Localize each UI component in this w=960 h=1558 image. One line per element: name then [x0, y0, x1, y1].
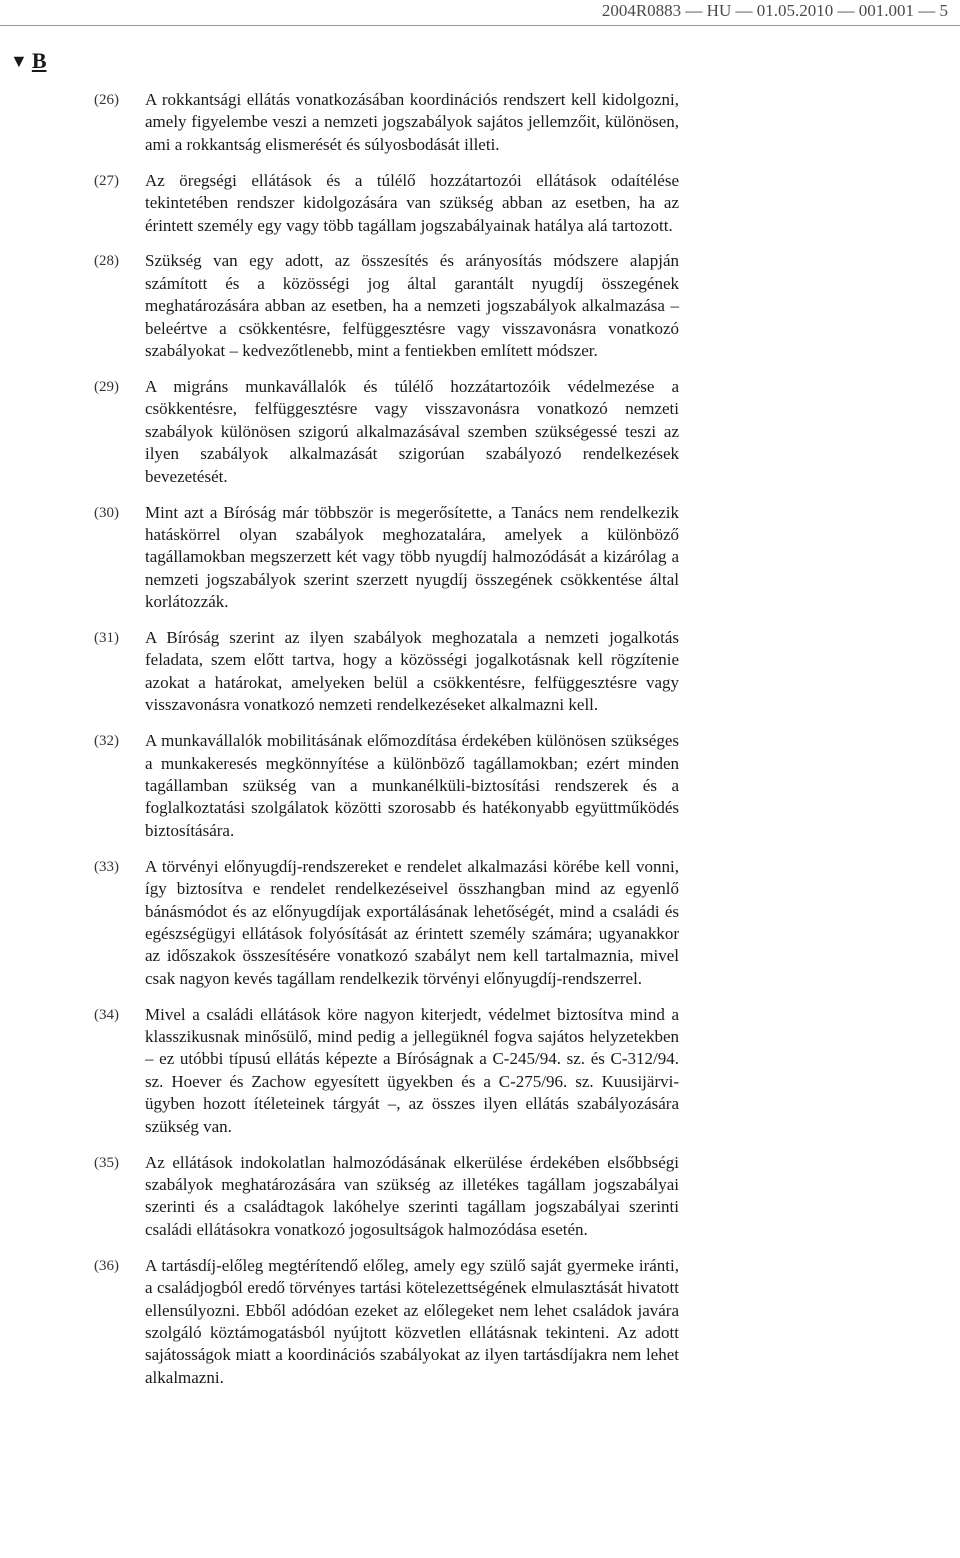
- recital-26: [94, 89, 679, 156]
- recital-number: (26): [94, 92, 119, 108]
- recital-text: A migráns munkavállalók és túlélő hozzátartozóik védelmezése a csökkentésre, felfüggesztésre vagy visszavonásra vonatkozó nemzeti szabályok különösen szigorú alkalmazásával szemben szükségessé teszi az ilyen szabályok alkalmazását szigorúan szabályozó rendelkezések bevezetését.: [145, 376, 679, 486]
- recital-text: A munkavállalók mobilitásának előmozdítása érdekében különösen szükséges a munkakeresés megkönnyítése a különböző tagállamokban; ezért minden tagállamban szükség van a munkanélküli-biztosítási rendszerek és a foglalkoztatási szolgálatok közötti szorosabb és hatékonyabb együttműködés biztosítására.: [145, 731, 679, 840]
- recital-35: [94, 1152, 679, 1242]
- recital-text: A rokkantsági ellátás vonatkozásában koordinációs rendszert kell kidolgozni, amely figyelembe veszi a nemzeti jogszabályok sajátos jellemzőit, különösen, ami a rokkantság elismerését és súlyosbodását illeti.: [145, 90, 679, 154]
- recital-34: [94, 1004, 679, 1138]
- recital-30: [94, 502, 679, 614]
- recital-28: [94, 250, 679, 362]
- page-header: 2004R0883 — HU — 01.05.2010 — 001.001 — 5: [601, 1, 948, 20]
- recital-number: (29): [94, 378, 119, 395]
- recital-text: Szükség van egy adott, az összesítés és arányosítás módszere alapján számított és a közösségi jog által garantált nyugdíj összegének meghatározására abban az esetben, ha a nemzeti jogszabályok alkalmazása – beleértve a csökkentésre, felfüggesztésre vagy visszavonásra vonatkozó szabályokat – kedvezőtlenebb, mint a fentiekben említett módszer.: [145, 251, 679, 361]
- recital-number: (27): [94, 172, 119, 189]
- recital-text: A tartásdíj-előleg megtérítendő előleg, amely egy szülő saját gyermeke iránti, a családjogból eredő törvényes tartási kötelezettségének elmulasztását hivatott ellensúlyozni. Ebből adódóan ezeket az előlegeket nem lehet családok javára szolgáló köztámogatásból nyújtott közvetlen ellátásnak tekinteni. Az adott sajátosságok miatt a koordinációs szabályokat az ilyen tartásdíjakra nem lehet alkalmazni.: [145, 1255, 679, 1387]
- recital-text: Az öregségi ellátások és a túlélő hozzátartozói ellátások odaítélése tekintetében rendszer kidolgozására van szükség abban az esetben, ha az érintett személy egy vagy több tagállam jogszabályainak hatálya alá tartozott.: [145, 170, 679, 235]
- recital-27: [94, 170, 679, 237]
- recital-number: (33): [94, 858, 119, 875]
- recital-29: [94, 376, 679, 488]
- recital-number: (32): [94, 733, 119, 750]
- recital-31: [94, 627, 679, 717]
- recital-number: (35): [94, 1154, 119, 1171]
- amendment-marker: [10, 50, 47, 72]
- recital-text: A törvényi előnyugdíj-rendszereket e rendelet alkalmazási körébe kell vonni, így biztosítva e rendelet rendelkezéseivel összhangban mind az egyenlő bánásmódot és az előnyugdíjak exportálásának lehetőségét, mind a családi és egészségügyi ellátások folyósítását az érintett személy számára; ugyanakkor az időszakok összesítésére vonatkozó szabályt nem kell tartalmaznia, mivel csak nagyon kevés tagállam rendelkezik törvényi előnyugdíj-rendszerrel.: [145, 856, 679, 988]
- recital-number: (28): [94, 253, 119, 270]
- marker-letter: B: [31, 48, 47, 73]
- recital-text: Mivel a családi ellátások köre nagyon kiterjedt, védelmet biztosítva mind a klasszikusnak minősülő, mind pedig a jellegüknél fogva sajátos helyzetekben – ez utóbbi típusú ellátás képezte a Bíróságnak a C-245/94. sz. és C-312/94. sz. Hoever és Zachow egyesített ügyekben és a C-275/96. sz. Kuusijärvi-ügyben hozott ítéleteinek tárgyát –, az összes ilyen ellátás szabályozására szükség van.: [145, 1004, 679, 1136]
- recital-36: [94, 1255, 679, 1389]
- header-divider: [0, 25, 960, 26]
- recital-text: Mint azt a Bíróság már többször is megerősítette, a Tanács nem rendelkezik hatáskörrel olyan szabályok meghozatalára, amelyek a különböző tagállamokban megszerzett két vagy több nyugdíj halmozódását a kizárólag a nemzeti jogszabályok szerint szerzett nyugdíj összegének csökkentése által korlátozzák.: [145, 502, 679, 612]
- recital-number: (31): [94, 630, 119, 647]
- recital-number: (34): [94, 1006, 119, 1023]
- recital-33: [94, 856, 679, 990]
- recital-number: (36): [94, 1257, 119, 1274]
- recital-32: [94, 730, 679, 842]
- recital-list: [94, 89, 679, 1403]
- triangle-down-icon: ▼: [10, 51, 28, 71]
- recital-number: (30): [94, 504, 119, 521]
- recital-text: A Bíróság szerint az ilyen szabályok meghozatala a nemzeti jogalkotás feladata, szem előtt tartva, hogy a közösségi jogalkotásnak kell rögzítenie azokat a határokat, amelyeken belül a csökkentésre, felfüggesztésre vagy visszavonásra vonatkozó nemzeti rendelkezéseket alkalmazni kell.: [145, 628, 679, 715]
- recital-text: Az ellátások indokolatlan halmozódásának elkerülése érdekében elsőbbségi szabályok meghatározására van szükség az illetékes tagállam jogszabályai szerinti és a családtagok lakóhelye szerinti tagállam jogszabályai szerinti családi ellátásokra vonatkozó jogosultságok halmozódása esetén.: [145, 1152, 679, 1239]
